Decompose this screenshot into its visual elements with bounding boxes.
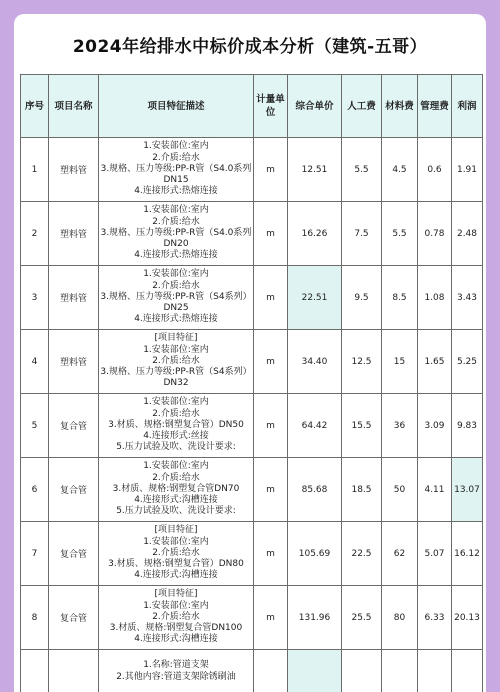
cell-labor[interactable] — [342, 650, 382, 692]
desc-line: 1.安装部位:室内 — [143, 461, 209, 472]
cell-name[interactable]: 复合管 — [49, 458, 99, 522]
cell-material[interactable]: 5.5 — [382, 202, 418, 266]
cell-material[interactable]: 62 — [382, 522, 418, 586]
desc-line: 3.规格、压力等级:PP-R管（S4.0系列 DN15 — [100, 163, 252, 186]
cell-price[interactable]: 105.69 — [288, 522, 342, 586]
desc-line: 4.连接形式:热熔连接 — [134, 250, 218, 261]
cell-unit[interactable]: m — [254, 202, 288, 266]
desc-line: 4.连接形式:沟槽连接 — [134, 570, 218, 581]
cell-name[interactable]: 塑料管 — [49, 330, 99, 394]
cell-desc[interactable] — [99, 650, 254, 692]
cell-labor[interactable]: 9.5 — [342, 266, 382, 330]
cell-profit[interactable]: 20.13 — [452, 586, 483, 650]
desc-line: 1.安装部位:室内 — [143, 269, 209, 280]
cell-name[interactable] — [49, 650, 99, 692]
desc-line: 3.材质、规格:钢塑复合管DN100 — [109, 623, 243, 634]
desc-line: 5.压力试验及吹、洗设计要求: — [116, 506, 236, 517]
table-row — [21, 394, 483, 458]
desc-line: 1.安装部位:室内 — [143, 141, 209, 152]
cell-material[interactable]: 36 — [382, 394, 418, 458]
desc-line: 2.介质:给水 — [152, 408, 200, 419]
desc-line: 2.介质:给水 — [152, 611, 200, 622]
table-row — [21, 522, 483, 586]
header-management: 管理费 — [418, 75, 452, 138]
cell-profit[interactable]: 5.25 — [452, 330, 483, 394]
cell-labor[interactable]: 25.5 — [342, 586, 382, 650]
desc-line: [项目特征] — [154, 525, 198, 536]
cell-price[interactable]: 64.42 — [288, 394, 342, 458]
cell-management[interactable]: 3.09 — [418, 394, 452, 458]
desc-line: [项目特征] — [154, 589, 198, 600]
cell-labor[interactable]: 18.5 — [342, 458, 382, 522]
cell-management[interactable]: 1.65 — [418, 330, 452, 394]
cell-name[interactable]: 复合管 — [49, 522, 99, 586]
cell-name[interactable]: 塑料管 — [49, 202, 99, 266]
cell-material[interactable]: 15 — [382, 330, 418, 394]
desc-line: 4.连接形式:沟槽连接 — [134, 495, 218, 506]
desc-line: 2.介质:给水 — [152, 547, 200, 558]
cell-profit[interactable]: 16.12 — [452, 522, 483, 586]
spreadsheet-sheet — [14, 14, 486, 692]
cell-seq[interactable]: 2 — [21, 202, 49, 266]
desc-line: 1.名称:管道支架 — [143, 660, 209, 671]
cell-desc[interactable] — [99, 458, 254, 522]
desc-line: 2.介质:给水 — [152, 216, 200, 227]
cell-name[interactable]: 塑料管 — [49, 266, 99, 330]
desc-line: 3.规格、压力等级:PP-R管（S4系列）DN32 — [100, 367, 252, 389]
desc-line: 5.压力试验及吹、洗设计要求: — [116, 442, 236, 453]
cell-unit[interactable] — [254, 650, 288, 692]
cell-seq[interactable]: 7 — [21, 522, 49, 586]
cell-unit[interactable]: m — [254, 330, 288, 394]
desc-line: 1.安装部位:室内 — [143, 536, 209, 547]
cell-material[interactable]: 4.5 — [382, 138, 418, 202]
table-row — [21, 458, 483, 522]
cell-unit[interactable]: m — [254, 138, 288, 202]
cell-profit[interactable]: 13.07 — [452, 458, 483, 522]
cell-price[interactable]: 12.51 — [288, 138, 342, 202]
cell-seq[interactable]: 5 — [21, 394, 49, 458]
cell-name[interactable]: 复合管 — [49, 586, 99, 650]
table-row — [21, 330, 483, 394]
cell-unit[interactable]: m — [254, 522, 288, 586]
cost-analysis-table — [20, 74, 483, 692]
cell-price[interactable]: 22.51 — [288, 266, 342, 330]
desc-line: 3.材质、规格:钢塑复合管DN70 — [112, 483, 240, 494]
sheet-title: 2024年给排水中标价成本分析（建筑-五哥） — [72, 36, 428, 57]
cell-price[interactable]: 131.96 — [288, 586, 342, 650]
cell-management[interactable]: 5.07 — [418, 522, 452, 586]
desc-line: 1.安装部位:室内 — [143, 344, 209, 355]
cell-seq[interactable]: 6 — [21, 458, 49, 522]
cell-material[interactable]: 50 — [382, 458, 418, 522]
desc-line: 1.安装部位:室内 — [143, 205, 209, 216]
cell-labor[interactable]: 15.5 — [342, 394, 382, 458]
header-profit: 利润 — [452, 75, 483, 138]
header-price: 综合单价 — [288, 75, 342, 138]
desc-line: 2.介质:给水 — [152, 472, 200, 483]
desc-line: 3.材质、规格:钢塑复合管）DN80 — [108, 559, 244, 570]
cell-labor[interactable]: 5.5 — [342, 138, 382, 202]
table-row — [21, 586, 483, 650]
desc-line: 4.连接形式:沟槽连接 — [134, 634, 218, 645]
desc-line: 3.材质、规格:钢塑复合管）DN50 — [108, 419, 244, 430]
desc-line: 2.其他内容:管道支架除锈刷油 — [116, 671, 236, 682]
table-row — [21, 266, 483, 330]
cell-management[interactable]: 1.08 — [418, 266, 452, 330]
header-seq: 序号 — [21, 75, 49, 138]
cell-name[interactable]: 塑料管 — [49, 138, 99, 202]
desc-line: 4.连接形式:热熔连接 — [134, 314, 218, 325]
table-row — [21, 202, 483, 266]
desc-line: 3.规格、压力等级:PP-R管（S4.0系列 DN20 — [100, 227, 252, 250]
cell-desc[interactable] — [99, 202, 254, 266]
cell-desc[interactable] — [99, 266, 254, 330]
desc-line: 1.安装部位:室内 — [143, 397, 209, 408]
cell-unit[interactable]: m — [254, 266, 288, 330]
table-row — [21, 650, 483, 692]
cell-price[interactable] — [288, 650, 342, 692]
cell-material[interactable]: 8.5 — [382, 266, 418, 330]
cell-material[interactable]: 80 — [382, 586, 418, 650]
cell-labor[interactable]: 12.5 — [342, 330, 382, 394]
header-name: 项目名称 — [49, 75, 99, 138]
cell-price[interactable]: 85.68 — [288, 458, 342, 522]
cell-seq[interactable]: 1 — [21, 138, 49, 202]
header-labor: 人工费 — [342, 75, 382, 138]
cell-desc[interactable] — [99, 522, 254, 586]
cell-name[interactable]: 复合管 — [49, 394, 99, 458]
cell-desc[interactable] — [99, 394, 254, 458]
cell-management[interactable]: 4.11 — [418, 458, 452, 522]
cell-price[interactable]: 16.26 — [288, 202, 342, 266]
cell-price[interactable]: 34.40 — [288, 330, 342, 394]
cell-profit[interactable]: 3.43 — [452, 266, 483, 330]
cell-labor[interactable]: 7.5 — [342, 202, 382, 266]
cell-profit[interactable]: 1.91 — [452, 138, 483, 202]
cell-seq[interactable]: 8 — [21, 586, 49, 650]
cell-unit[interactable]: m — [254, 458, 288, 522]
cell-management[interactable] — [418, 650, 452, 692]
cell-labor[interactable]: 22.5 — [342, 522, 382, 586]
desc-line: 2.介质:给水 — [152, 280, 200, 291]
header-desc: 项目特征描述 — [99, 75, 254, 138]
cell-desc[interactable] — [99, 330, 254, 394]
cell-unit[interactable]: m — [254, 394, 288, 458]
cell-management[interactable]: 0.78 — [418, 202, 452, 266]
header-row — [21, 75, 483, 138]
cell-management[interactable]: 6.33 — [418, 586, 452, 650]
cell-profit[interactable]: 2.48 — [452, 202, 483, 266]
desc-line: 4.连接形式:热熔连接 — [134, 186, 218, 197]
desc-line: 2.介质:给水 — [152, 355, 200, 366]
desc-line: 3.规格、压力等级:PP-R管（S4系列）DN25 — [100, 291, 252, 314]
cell-unit[interactable]: m — [254, 586, 288, 650]
cell-desc[interactable] — [99, 138, 254, 202]
table-row — [21, 138, 483, 202]
cell-seq[interactable] — [21, 650, 49, 692]
cell-seq[interactable]: 4 — [21, 330, 49, 394]
cell-profit[interactable] — [452, 650, 483, 692]
header-material: 材料费 — [382, 75, 418, 138]
cell-profit[interactable]: 9.83 — [452, 394, 483, 458]
desc-line: [项目特征] — [154, 333, 198, 344]
cell-seq[interactable]: 3 — [21, 266, 49, 330]
header-unit: 计量单位 — [254, 75, 288, 138]
desc-line: 1.安装部位:室内 — [143, 600, 209, 611]
cell-material[interactable] — [382, 650, 418, 692]
cell-management[interactable]: 0.6 — [418, 138, 452, 202]
cell-desc[interactable] — [99, 586, 254, 650]
desc-line: 4.连接形式:丝接 — [143, 431, 209, 442]
desc-line: 2.介质:给水 — [152, 152, 200, 163]
